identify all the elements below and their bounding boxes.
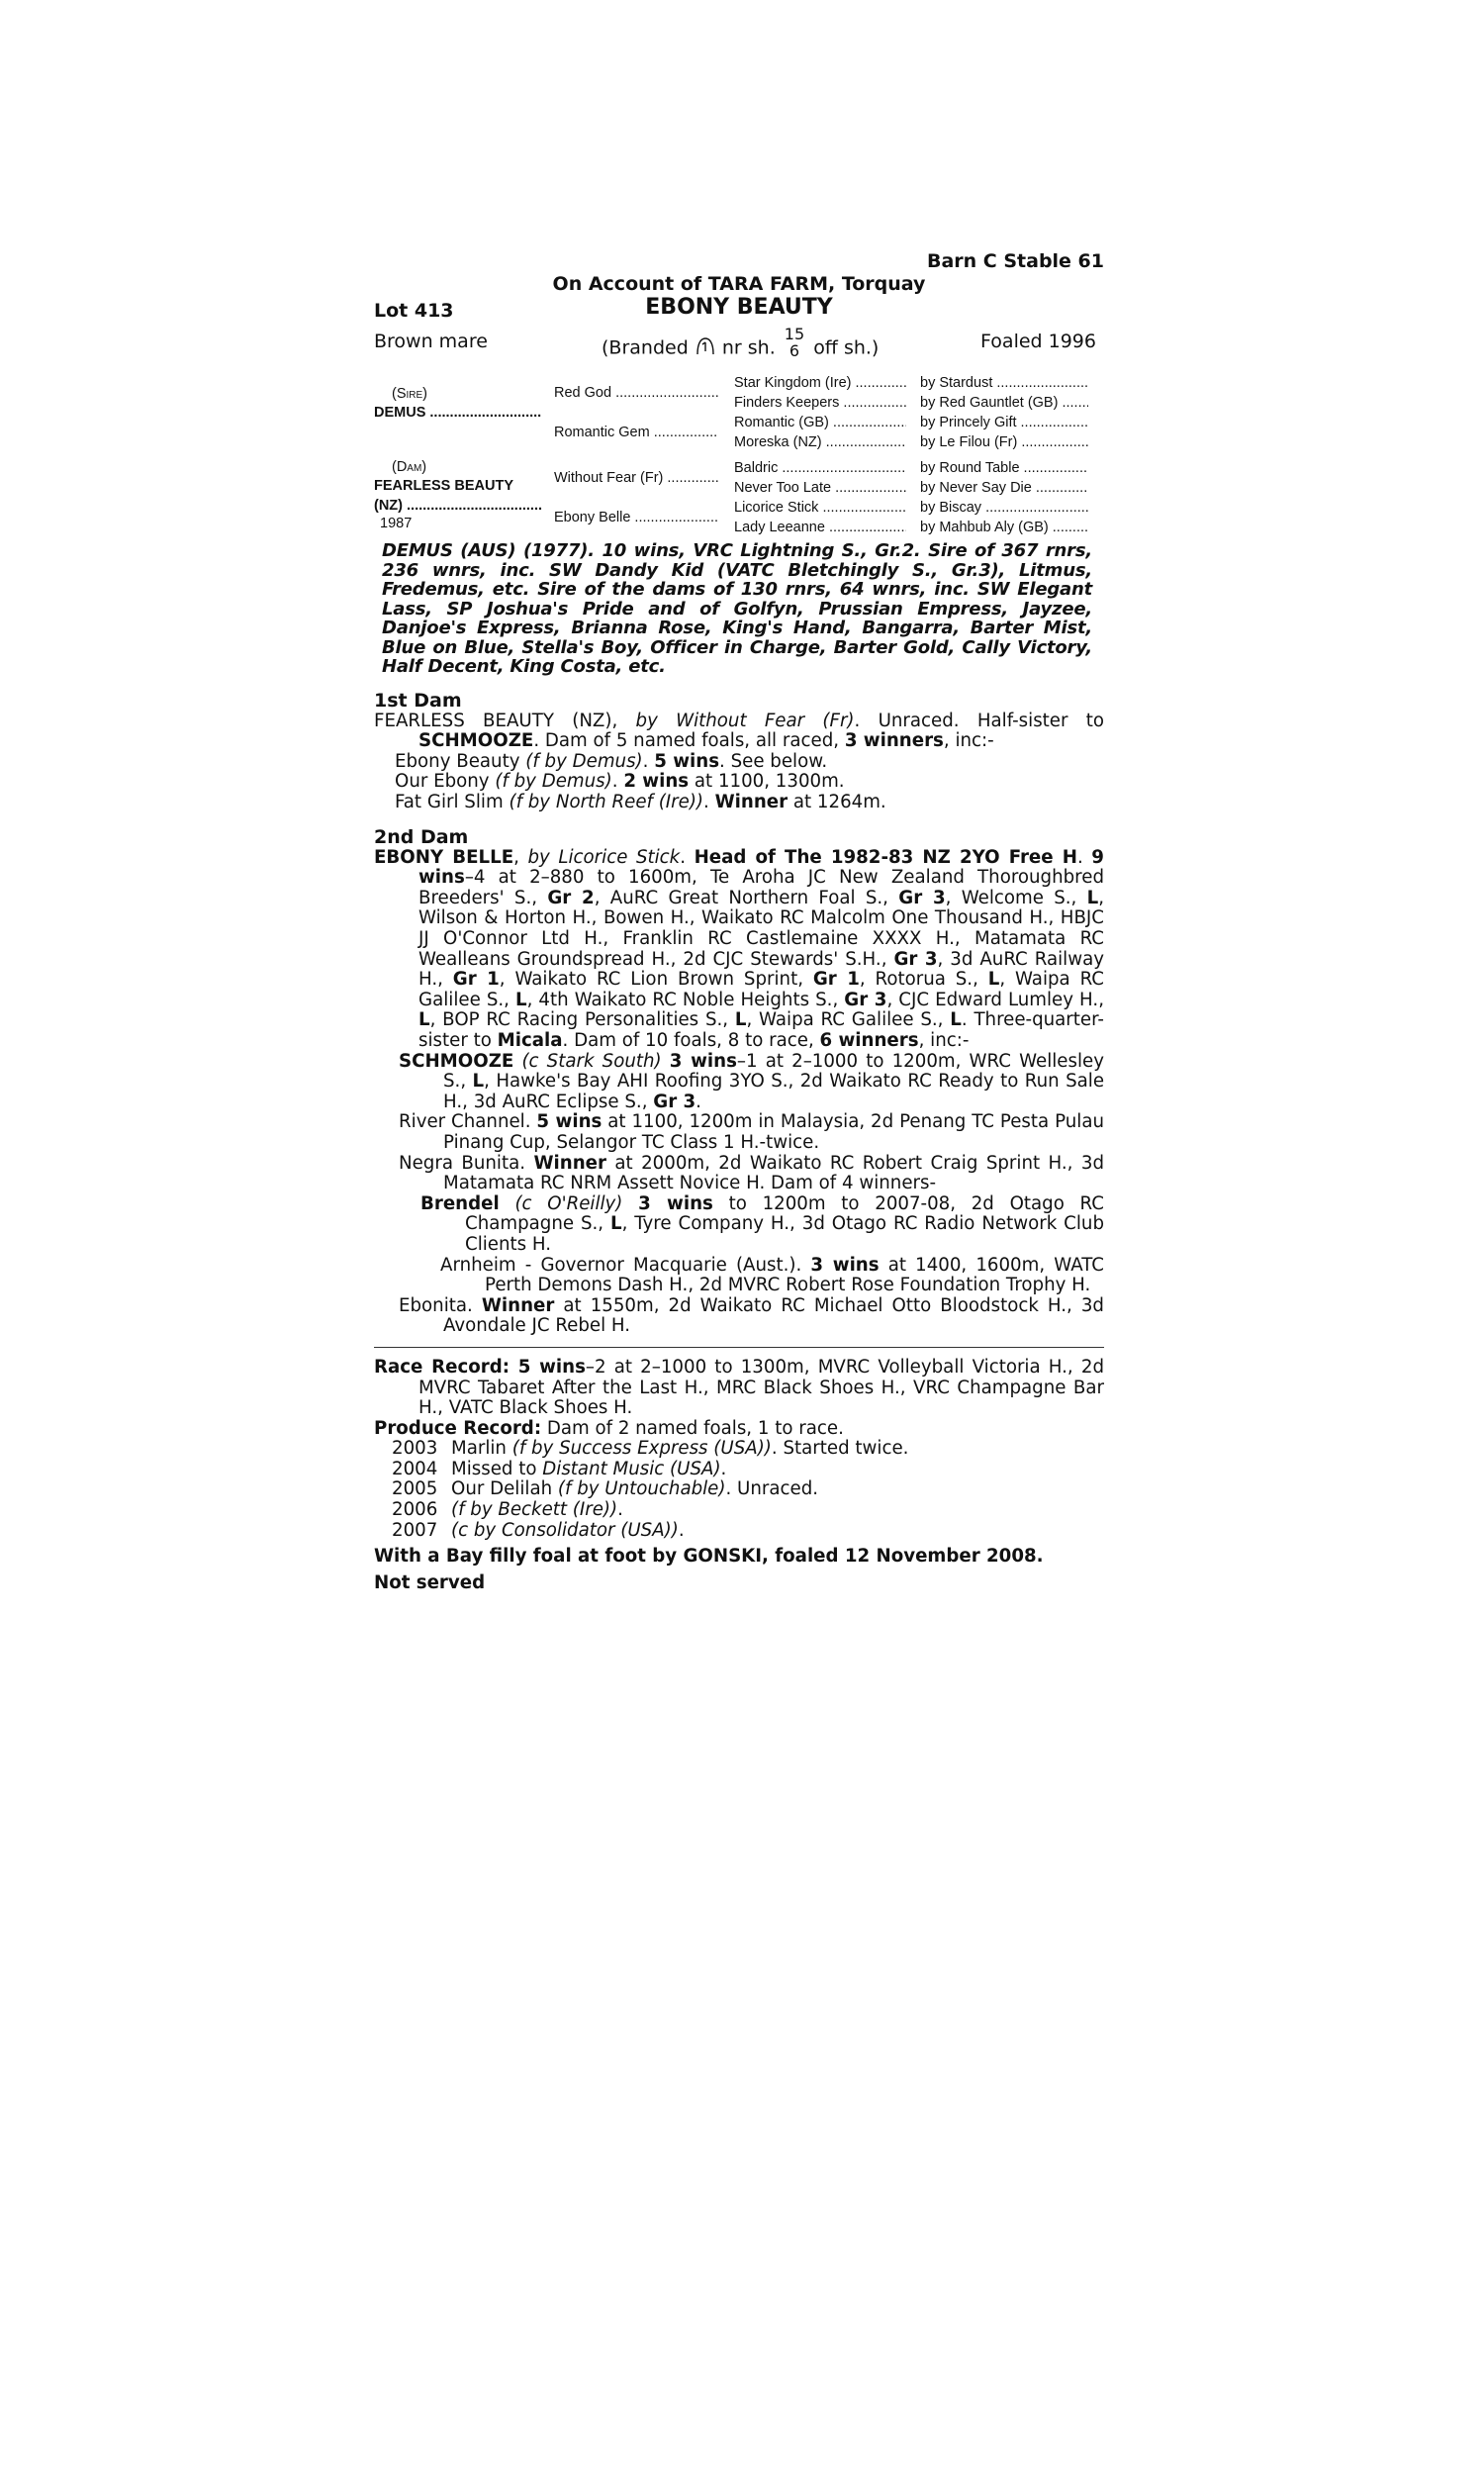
text-run: 3 winners	[844, 730, 944, 752]
text-run: (f by Beckett (Ire))	[451, 1499, 618, 1521]
text-run: , inc:-	[943, 730, 994, 752]
text-run: (c Stark South)	[521, 1050, 662, 1072]
foal-entry	[374, 1112, 1104, 1153]
text-run: –4 at 2–880 to 1600m, Te Aroha JC New Zealand Thoroughbred Breeders' S.,	[418, 867, 1104, 908]
pedigree-g3-1: Star Kingdom (Ire) .....	[734, 373, 906, 394]
text-run: Gr 1	[452, 969, 500, 991]
text-run: .	[611, 771, 624, 793]
dam-label: (Dam)	[392, 459, 427, 476]
foal-entry	[374, 752, 1104, 773]
text-run: , 3d AuRC Railway H.,	[418, 948, 1104, 991]
served-status: Not served	[374, 1571, 486, 1593]
text-run: 2 wins	[623, 771, 690, 793]
text-run	[662, 1051, 670, 1072]
first-dam-heading: 1st Dam	[374, 689, 462, 712]
produce-year: 2007	[392, 1519, 438, 1541]
text-run: FEARLESS BEAUTY (NZ),	[374, 710, 636, 731]
text-run: by Without Fear (Fr)	[635, 710, 855, 731]
text-run: , Hawke's Bay AHI Roofing 3YO S., 2d Waikato RC Ready to Run Sale H., 3d AuRC Eclipse S.,	[443, 1071, 1105, 1112]
text-run: L	[609, 1213, 622, 1235]
foal-entry	[374, 1194, 1104, 1256]
text-run: (c by Consolidator (USA))	[451, 1519, 679, 1541]
text-run: SCHMOOZE	[418, 730, 534, 752]
produce-entry	[374, 1521, 1104, 1542]
race-record	[374, 1358, 1104, 1419]
text-run: Gr 3	[844, 989, 887, 1010]
text-run: (c O'Reilly)	[514, 1192, 623, 1214]
foal-entry	[374, 1052, 1104, 1113]
text-run: . Unraced.	[725, 1478, 819, 1500]
text-run: Arnheim - Governor Macquarie (Aust.).	[440, 1254, 811, 1276]
text-run: by Licorice Stick	[527, 846, 681, 868]
dam-sire: Without Fear (Fr) .....	[554, 468, 718, 489]
pedigree-g4-8: by Mahbub Aly (GB) .....	[920, 518, 1088, 538]
text-run: Distant Music (USA)	[542, 1458, 721, 1479]
pedigree-g4-2: by Red Gauntlet (GB) .....	[920, 393, 1088, 414]
text-run: (f by North Reef (Ire))	[509, 792, 704, 813]
pedigree-g3-4: Moreska (NZ) .....	[734, 432, 906, 453]
text-run: .	[617, 1499, 623, 1521]
text-run: EBONY BELLE	[374, 846, 514, 868]
foal-entry	[374, 793, 1104, 813]
text-run: , inc:-	[918, 1030, 970, 1051]
produce-year: 2003	[392, 1438, 438, 1460]
produce-year: 2004	[392, 1458, 438, 1479]
foal-at-foot: With a Bay filly foal at foot by GONSKI, foaled 12 November 2008.	[374, 1546, 1044, 1568]
text-run: SCHMOOZE	[399, 1050, 514, 1072]
produce-entry	[374, 1479, 1104, 1500]
text-run: L	[418, 1009, 430, 1031]
text-run: at 1100, 1300m.	[689, 771, 845, 793]
produce-entry	[374, 1500, 1104, 1521]
foal-entry	[374, 1154, 1104, 1194]
foaled-year: Foaled 1996	[980, 331, 1096, 353]
text-run: , Waipa RC Galilee S.,	[418, 969, 1104, 1010]
text-run: 3 wins	[669, 1050, 737, 1072]
text-run: , Waikato RC Lion Brown Sprint,	[499, 969, 813, 991]
pedigree-g4-1: by Stardust .....	[920, 373, 1088, 394]
text-run: 6 winners	[819, 1030, 919, 1051]
text-run: L	[950, 1009, 962, 1031]
text-run: , AuRC Great Northern Foal S.,	[594, 887, 899, 908]
brand-fraction-top: 15	[784, 325, 805, 344]
pedigree-g3-2: Finders Keepers .....	[734, 393, 906, 414]
produce-record-label: Produce Record:	[374, 1417, 542, 1439]
horse-name: EBONY BEAUTY	[645, 295, 833, 321]
foal-entry	[374, 1296, 1104, 1337]
text-run: –1 at 2–1000 to 1200m, WRC Wellesley S.,	[443, 1050, 1104, 1093]
catalogue-page	[374, 247, 1104, 1593]
foal-entry	[374, 1256, 1104, 1296]
sire-label: (Sire)	[392, 386, 427, 403]
text-run: Negra Bunita.	[399, 1152, 534, 1174]
pedigree-g3-7: Licorice Stick .....	[734, 498, 906, 519]
pedigree-g4-5: by Round Table .....	[920, 458, 1088, 479]
text-run: –2 at 2–1000 to 1300m, MVRC Volleyball Victoria H., 2d MVRC Tabaret After the Last H., MRC Black Shoes H., VRC Champagne Bar H., VATC Black Shoes H.	[418, 1356, 1105, 1419]
text-run: Marlin	[451, 1438, 512, 1460]
vendor-account: On Account of TARA FARM, Torquay	[552, 272, 926, 295]
brand-off-side: off sh.)	[813, 336, 880, 359]
text-run: Winner	[481, 1294, 555, 1316]
produce-entry	[374, 1460, 1104, 1480]
second-dam-foals	[374, 1052, 1104, 1337]
text-run: (f by Success Express (USA))	[511, 1438, 772, 1460]
produce-record-summary: Dam of 2 named foals, 1 to race.	[541, 1417, 844, 1439]
text-run: . Unraced. Half-sister to	[854, 710, 1104, 731]
text-run: Micala	[497, 1030, 563, 1051]
brand-near-side: nr sh.	[721, 336, 776, 359]
text-run: Gr 1	[812, 969, 860, 991]
text-run: 3 wins	[638, 1192, 713, 1214]
text-run: (f by Demus)	[495, 771, 612, 793]
lot-number: Lot 413	[374, 300, 454, 323]
text-run: Winner	[714, 792, 788, 813]
text-run: L	[987, 969, 1000, 991]
text-run: , 4th Waikato RC Noble Heights S.,	[526, 989, 845, 1010]
dam-foaled-year: 1987	[380, 516, 413, 532]
brand-mark-icon	[695, 336, 716, 356]
text-run: , Welcome S.,	[945, 887, 1087, 908]
text-run: L	[472, 1071, 485, 1093]
dam-country: (NZ) .....	[374, 496, 542, 517]
text-run: .	[678, 1519, 685, 1541]
sire-summary: DEMUS (AUS) (1977). 10 wins, VRC Lightning S., Gr.2. Sire of 367 rnrs, 236 wnrs, inc. SW Dandy Kid (VATC Bletchingly S., Gr.3), Litmus, Fredemus, etc. Sire of the dams of 130 rnrs, 64 wnrs, inc. SW Elegant Lass, SP Joshua's Pride and of Golfyn, Prussian Empress, Jayzee, Danjoe's Express, Brianna Rose, King's Hand, Bangarra, Barter Mist, Blue on Blue, Stella's Boy, Officer in Charge, Barter Gold, Cally Victory, Half Decent, King Costa, etc.	[382, 540, 1092, 678]
text-run: . See below.	[719, 750, 828, 772]
brand-fraction	[785, 326, 804, 359]
text-run: at 1550m, 2d Waikato RC Michael Otto Bloodstock H., 3d Avondale JC Rebel H.	[443, 1294, 1104, 1337]
text-run: Missed to	[451, 1458, 543, 1479]
second-dam-heading: 2nd Dam	[374, 825, 469, 848]
text-run: at 1100, 1200m in Malaysia, 2d Penang TC Pesta Pulau Pinang Cup, Selangor TC Class 1 H.-twice.	[443, 1111, 1105, 1153]
pedigree-g3-6: Never Too Late .....	[734, 478, 906, 499]
dam-name: FEARLESS BEAUTY	[374, 478, 513, 495]
section-divider	[374, 1347, 1104, 1348]
text-run: , Wilson & Horton H., Bowen H., Waikato RC Malcolm One Thousand H., HBJC JJ O'Connor Ltd H., Franklin RC Castlemaine XXXX H., Matamata RC Wealleans Groundspread H., 2d CJC Stewards' S.H.,	[418, 887, 1105, 970]
pedigree-table	[374, 367, 1104, 535]
pedigree-g3-3: Romantic (GB) .....	[734, 413, 906, 433]
text-run: River Channel.	[399, 1111, 537, 1133]
text-run: 3 wins	[810, 1254, 880, 1276]
text-run: . Three-quarter-sister to	[418, 1009, 1104, 1051]
horse-color-sex: Brown mare	[374, 331, 488, 353]
produce-year: 2005	[392, 1478, 438, 1500]
text-run: .	[1076, 846, 1092, 868]
sire-sire: Red God .....	[554, 383, 718, 404]
text-run: Our Ebony	[395, 771, 496, 793]
text-run: , Waipa RC Galilee S.,	[746, 1009, 951, 1031]
text-run: Gr 2	[547, 887, 595, 908]
text-run: .	[680, 846, 695, 868]
produce-record-header	[374, 1419, 1104, 1440]
text-run: .	[642, 750, 655, 772]
text-run: Gr 3	[898, 887, 946, 908]
produce-list	[374, 1439, 1104, 1541]
text-run: .	[720, 1458, 727, 1479]
text-run: at 2000m, 2d Waikato RC Robert Craig Sprint H., 3d Matamata RC NRM Assett Novice H. Dam of 4 winners-	[443, 1152, 1105, 1194]
text-run: Winner	[533, 1152, 606, 1174]
text-run: .	[703, 792, 715, 813]
text-run	[500, 1193, 515, 1214]
text-run: .	[696, 1091, 701, 1112]
text-run: 5 wins	[654, 750, 720, 772]
text-run: at 1400, 1600m, WATC Perth Demons Dash H., 2d MVRC Robert Rose Foundation Trophy H.	[485, 1254, 1105, 1296]
pedigree-g4-7: by Biscay .....	[920, 498, 1088, 519]
text-run: Gr 3	[893, 948, 938, 970]
produce-year: 2006	[392, 1499, 438, 1521]
pedigree-g4-6: by Never Say Die .....	[920, 478, 1088, 499]
text-run: 5 wins	[517, 1356, 586, 1378]
text-run: Ebony Beauty	[395, 750, 526, 772]
brand-info	[602, 325, 880, 365]
text-run: to 1200m to 2007-08, 2d Otago RC Champagne S.,	[465, 1192, 1104, 1235]
text-run: Race Record:	[374, 1356, 518, 1378]
first-dam-foals	[374, 752, 1104, 813]
second-dam-intro	[374, 848, 1104, 1052]
barn-stable: Barn C Stable 61	[926, 250, 1104, 272]
text-run: (f by Untouchable)	[557, 1478, 726, 1500]
text-run: 9 wins	[418, 846, 1104, 889]
sire-dam: Romantic Gem .....	[554, 423, 718, 443]
text-run: L	[515, 989, 527, 1010]
text-run: . Started twice.	[771, 1438, 909, 1460]
pedigree-g4-4: by Le Filou (Fr) .....	[920, 432, 1088, 453]
brand-fraction-bottom: 6	[788, 341, 800, 361]
text-run: at 1264m.	[788, 792, 886, 813]
text-run: . Dam of 5 named foals, all raced,	[533, 730, 845, 752]
pedigree-g4-3: by Princely Gift .....	[920, 413, 1088, 433]
sire-name: DEMUS .....	[374, 403, 542, 424]
text-run	[622, 1193, 638, 1214]
brand-prefix: (Branded	[602, 336, 689, 359]
text-run: Our Delilah	[451, 1478, 558, 1500]
foal-entry	[374, 772, 1104, 793]
text-run: Head of The 1982-83 NZ 2YO Free H	[694, 846, 1077, 868]
text-run: Ebonita.	[399, 1294, 482, 1316]
dam-dam: Ebony Belle .....	[554, 508, 718, 528]
lot-row	[374, 295, 1104, 324]
text-run: , CJC Edward Lumley H.,	[886, 989, 1104, 1010]
text-run: (f by Demus)	[525, 750, 643, 772]
pedigree-g3-8: Lady Leeanne .....	[734, 518, 906, 538]
produce-entry	[374, 1439, 1104, 1460]
text-run: , Tyre Company H., 3d Otago RC Radio Network Club Clients H.	[465, 1213, 1104, 1255]
first-dam-intro	[374, 712, 1104, 752]
text-run: . Dam of 10 foals, 8 to race,	[562, 1030, 820, 1051]
text-run: ,	[513, 846, 528, 868]
text-run: L	[1086, 887, 1099, 908]
text-run: Fat Girl Slim	[395, 792, 510, 813]
pedigree-g3-5: Baldric .....	[734, 458, 906, 479]
text-run: Gr 3	[653, 1091, 696, 1112]
text-run: 5 wins	[536, 1111, 603, 1133]
text-run: Brendel	[420, 1192, 500, 1214]
description-row	[374, 324, 1104, 367]
text-run: , Rotorua S.,	[859, 969, 988, 991]
text-run: , BOP RC Racing Personalities S.,	[429, 1009, 735, 1031]
text-run: L	[734, 1009, 747, 1031]
